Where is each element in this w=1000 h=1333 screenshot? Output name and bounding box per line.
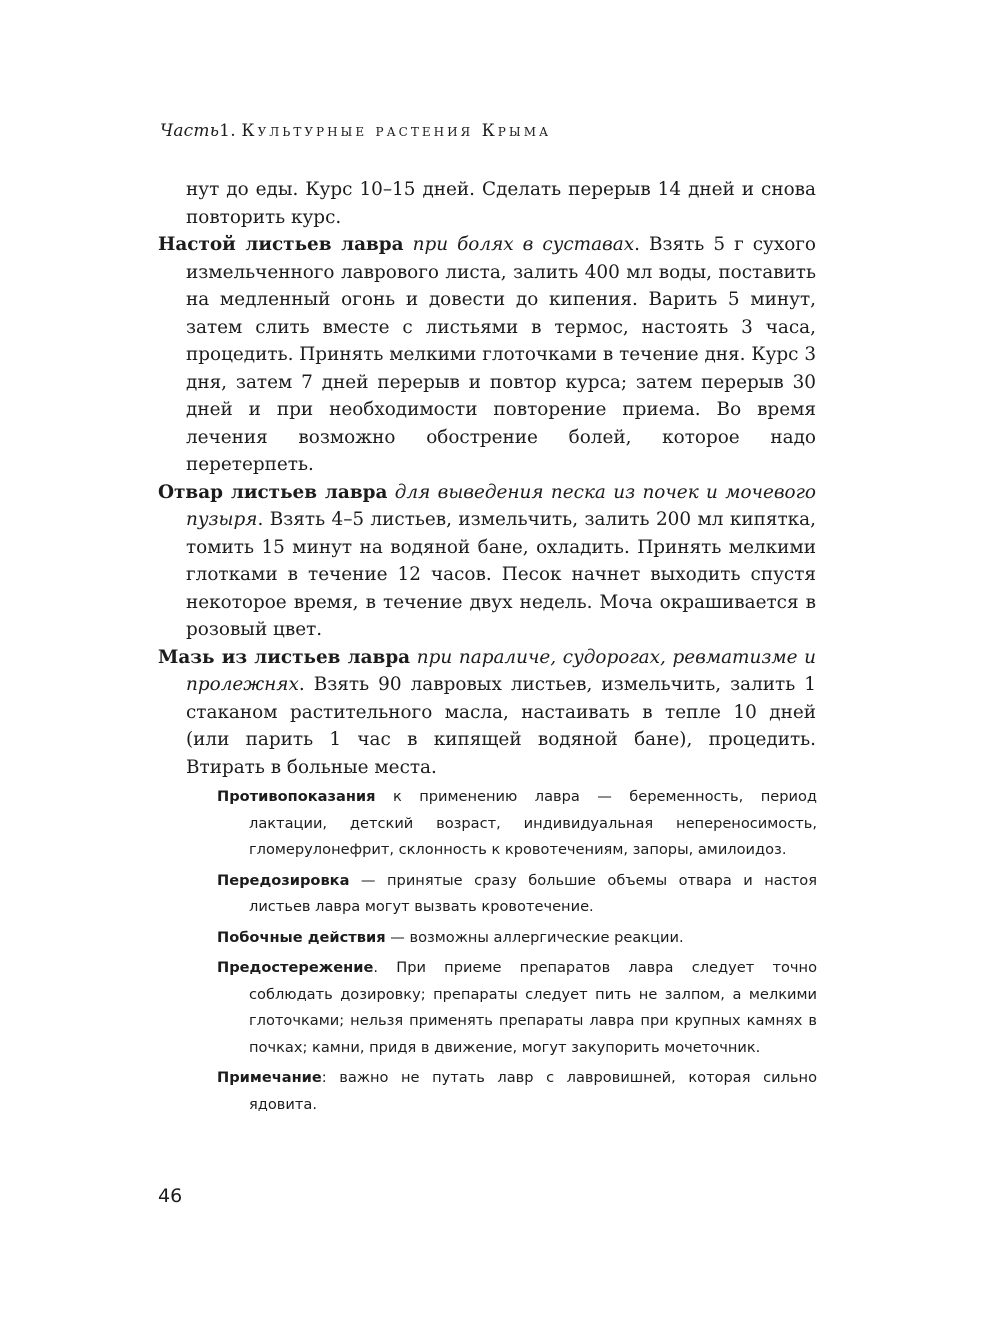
recipe-entry-decoction [158,479,816,644]
note-term: Противопоказания [217,788,376,805]
recipe-purpose: при болях в суставах [412,234,635,255]
recipe-purpose: для выведения песка из почек и мочевого пузыря [186,481,816,530]
note-text: к применению лавра — беременность, период лактации, детский возраст, индивидуальная непереносимость, гломерулонефрит, склонность к кровотечениям, запоры, амилоидоз. [249,788,817,858]
running-head [160,120,551,142]
note-term: Передозировка [217,871,350,889]
note-text: : важно не путать лавр с лавровишней, которая сильно ядовита. [249,1069,817,1113]
recipe-purpose: при параличе, судорогах, ревматизме и пролежнях [186,646,816,695]
warnings-block [217,784,817,1122]
recipe-text: . Взять 5 г сухого измельченного лаврового листа, залить 400 мл воды, поставить на медленный огонь и довести до кипения. Варить 5 минут, затем слить вместе с листьями в термос, настоять 3 часа, процедить. Принять мелкими глоточками в течение дня. Курс 3 дня, затем 7 дней перерыв и повтор курса; затем перерыв 30 дней и при необходимости повторение приема. Во время лечения возможно обострение болей, которое надо перетерпеть. [186,234,817,475]
note-remark [217,1065,817,1118]
running-head-part-number: 1. [219,121,236,141]
recipe-text: . Взять 4–5 листьев, измельчить, залить 200 мл кипятка, томить 15 минут на водяной бане, охладить. Принять мелкими глотками в течение 12 часов. Песок начнет выходить спустя некоторое время, в течение двух недель. Моча окрашивается в розовый цвет. [186,509,816,640]
continued-paragraph: нут до еды. Курс 10–15 дней. Сделать перерыв 14 дней и снова повторить курс. [186,179,816,228]
note-text: — возможны аллергические реакции. [385,928,684,946]
recipe-text: . Взять 90 лавровых листьев, измельчить, залить 1 стаканом растительного масла, настаивать в тепле 10 дней (или парить 1 час в кипящей водяной бане), процедить. Втирать в больные места. [186,674,816,778]
note-term: Предостережение [217,959,374,976]
page-number: 46 [158,1185,183,1207]
recipe-entry-infusion [158,231,816,479]
note-term: Побочные действия [217,928,386,946]
running-head-part: Часть [160,121,220,141]
note-caution [217,955,817,1061]
note-contraindications [217,784,817,864]
note-text: . При приеме препаратов лавра следует точно соблюдать дозировку; препараты следует пить не залпом, а мелкими глоточками; нельзя применять препараты лавра при крупных камнях в почках; камни, придя в движение, могут закупорить мочеточник. [249,959,817,1056]
recipe-entry-ointment [158,644,816,782]
recipe-title: Отвар листьев лавра [158,481,388,503]
note-text: — принятые сразу большие объемы отвара и настоя листьев лавра могут вызвать кровотечение. [249,871,817,915]
running-head-title: Культурные растения Крыма [241,121,552,141]
note-overdose [217,868,817,921]
recipe-title: Настой листьев лавра [158,234,404,255]
recipe-title: Мазь из листьев лавра [158,646,411,668]
note-side-effects [217,925,817,952]
note-term: Примечание [217,1069,322,1086]
main-text [158,176,816,781]
